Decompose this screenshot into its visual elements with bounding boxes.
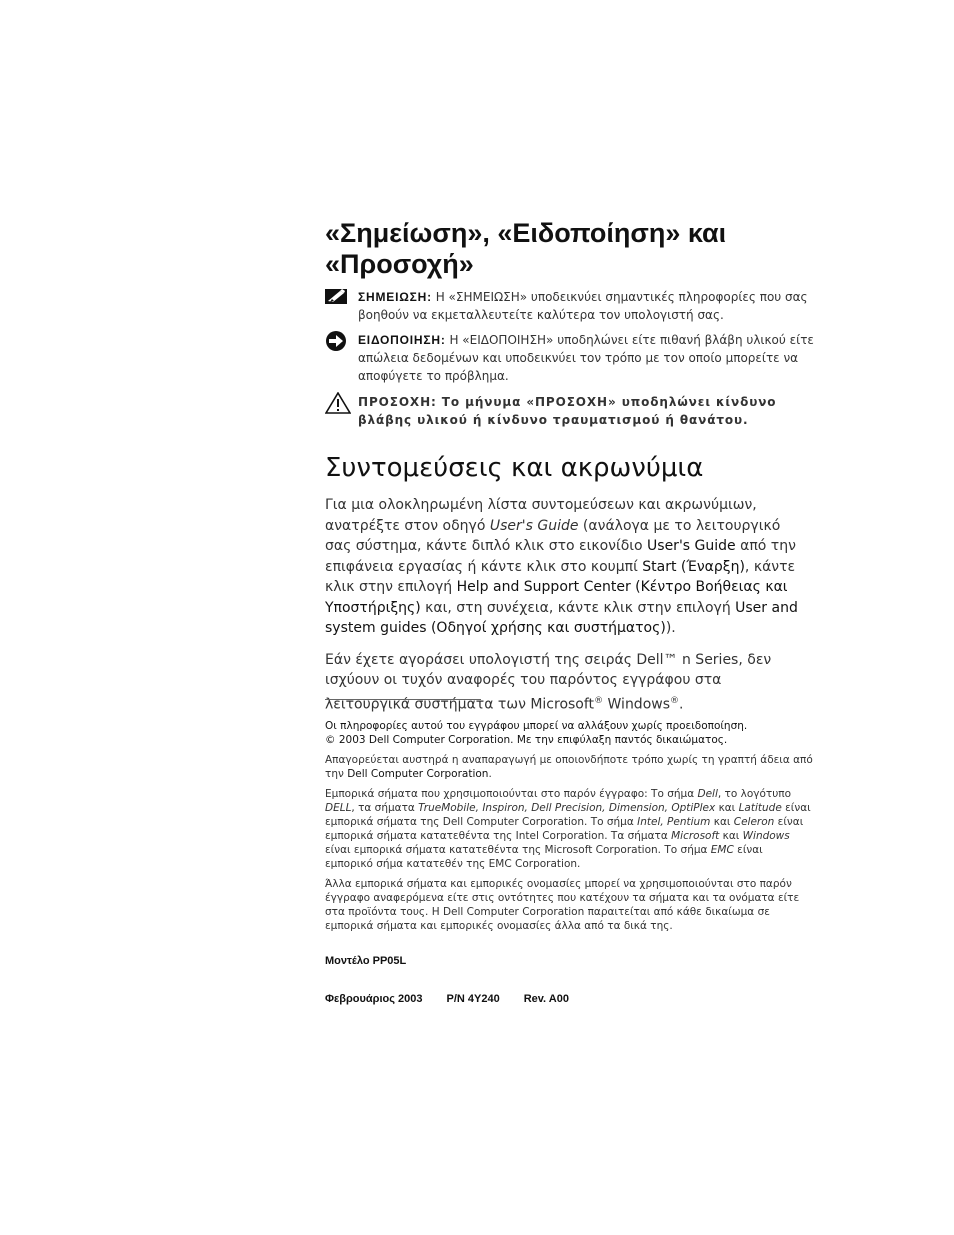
registered-mark: ® [594,695,604,706]
trademarks-paragraph [325,787,813,871]
tm-windows: Windows [742,830,790,842]
section-title-notes: «Σημείωση», «Ειδοποίηση» και «Προσοχή» [325,218,727,279]
tm-text: Εμπορικά σήματα που χρησιμοποιούνται στο παρόν έγγραφο: Το σήμα [325,788,698,800]
tm-dell: Dell [697,788,718,800]
company-name: Dell Computer Corporation [347,768,489,780]
p1-text-f: ). [665,620,676,636]
tm-latitude: Latitude [738,802,782,814]
users-guide-icon-label: User's Guide [647,538,736,554]
start-button-label: Start (Έναρξη) [642,558,745,575]
user-system-guides-label: User and system guides (Οδηγοί χρήσης και συστήματος) [325,599,798,636]
divider [325,699,481,700]
reproduction-text: Απαγορεύεται αυστηρά η αναπαραγωγή με οποιονδήποτε τρόπο χωρίς τη γραπτή άδεια από την [325,754,813,780]
p2-text-b: Windows [603,696,671,713]
tm-text: , τα σήματα [351,802,419,814]
copyright-line: © 2003 Dell Computer Corporation. Με την επιφύλαξη παντός δικαιώματος. [325,734,728,746]
p2-text-c: . [679,696,684,713]
pencil-note-icon [325,288,349,311]
p1-text-a: Για μια ολοκληρωμένη λίστα συντομεύσεων και ακρωνύμιων, ανατρέξτε στον οδηγό [325,497,757,534]
p2-text-a: Εάν έχετε αγοράσει υπολογιστή της σειράς Dell™ n Series, δεν ισχύουν οι τυχόν αναφορές του παρόντος εγγράφου στα λειτουργικά συστήματα των Microsoft [325,651,772,713]
registered-mark: ® [670,695,680,706]
reproduction-end: . [488,768,492,780]
revision: Rev. A00 [523,993,569,1005]
note-text: Η «ΣΗΜΕΙΩΣΗ» υποδεικνύει σημαντικές πληροφορίες που σας βοηθούν να εκμεταλλευτείτε καλύτερα τον υπολογιστή σας. [358,290,808,322]
notice-text: Η «ΕΙΔΟΠΟΙΗΣΗ» υποδηλώνει είτε πιθανή βλάβη υλικού είτε απώλεια δεδομένων και υποδεικνύει τον τρόπο με τον οποίο μπορείτε να αποφύγετε το πρόβλημα. [358,333,814,383]
publication-date: Φεβρουάριος 2003 [325,993,423,1005]
users-guide-italic: User's Guide [489,517,579,534]
tm-text: είναι εμπορικό σήμα κατατεθέν της EMC Corporation. [325,844,763,870]
legal-text [325,719,813,939]
p1-text-d: , κάντε κλικ στην επιλογή [325,558,796,595]
n-series-paragraph [325,650,805,715]
publication-info [325,993,593,1005]
part-number: P/N 4Y240 [446,993,500,1005]
notice-arrow-icon [325,331,347,358]
caution-text: ΠΡΟΣΟΧΗ: Το μήνυμα «ΠΡΟΣΟΧΗ» υποδηλώνει κίνδυνο βλάβης υλικού ή κίνδυνο τραυματισμού ή θανάτου. [358,395,777,427]
tm-text: είναι εμπορικά σήματα κατατεθέντα της Intel Corporation. Τα σήματα [325,816,804,842]
note-label: ΣΗΜΕΙΩΣΗ: [358,290,432,304]
other-trademarks-paragraph: Άλλα εμπορικά σήματα και εμπορικές ονομασίες μπορεί να χρησιμοποιούνται στο παρόν έγγραφο αναφερόμενα είτε στις οντότητες που κατέχουν τα σήματα και τα ονόματα είτε στα προϊόντα τους. Η Dell Computer Corporation παραιτείται από κάθε δικαίωμα σε εμπορικά σήματα και εμπορικές ονομασίες άλλα από τα δικά της. [325,878,800,932]
tm-text: και [715,802,739,814]
tm-text: και [710,816,734,828]
p1-text-e: και, στη συνέχεια, κάντε κλικ στην επιλογή [420,599,736,616]
p1-text-b: (ανάλογα με το λειτουργικό σας σύστημα, κάντε διπλό κλικ στο εικονίδιο [325,517,781,554]
notice-label: ΕΙΔΟΠΟΙΗΣΗ: [358,333,446,347]
tm-text: είναι εμπορικά σήματα κατατεθέντα της Microsoft Corporation. Το σήμα [325,844,711,856]
tm-text: και [719,830,743,842]
tm-microsoft: Microsoft [671,830,720,842]
section-title-abbreviations: Συντομεύσεις και ακρωνύμια [325,453,704,483]
tm-text: είναι εμπορικά σήματα της Dell Computer Corporation. Το σήμα [325,802,811,828]
tm-intel: Intel, Pentium [637,816,711,828]
help-support-label: Help and Support Center (Κέντρο Βοήθειας και Υποστήριξης) [325,579,788,616]
abbreviations-paragraph [325,495,805,639]
tm-dell-logo: DELL [325,802,352,814]
model-number: Μοντέλο PP05L [325,955,407,967]
warning-triangle-icon [325,392,351,419]
p1-text-c: από την επιφάνεια εργασίας ή κάντε κλικ στο κουμπί [325,538,796,575]
tm-marks: TrueMobile, Inspiron, Dell Precision, Dimension, OptiPlex [418,802,716,814]
tm-celeron: Celeron [733,816,775,828]
tm-text: , το λογότυπο [717,788,792,800]
legal-change-notice: Οι πληροφορίες αυτού του εγγράφου μπορεί να αλλάξουν χωρίς προειδοποίηση. [325,720,748,732]
abbreviations-body [325,495,805,726]
tm-emc: EMC [710,844,734,856]
